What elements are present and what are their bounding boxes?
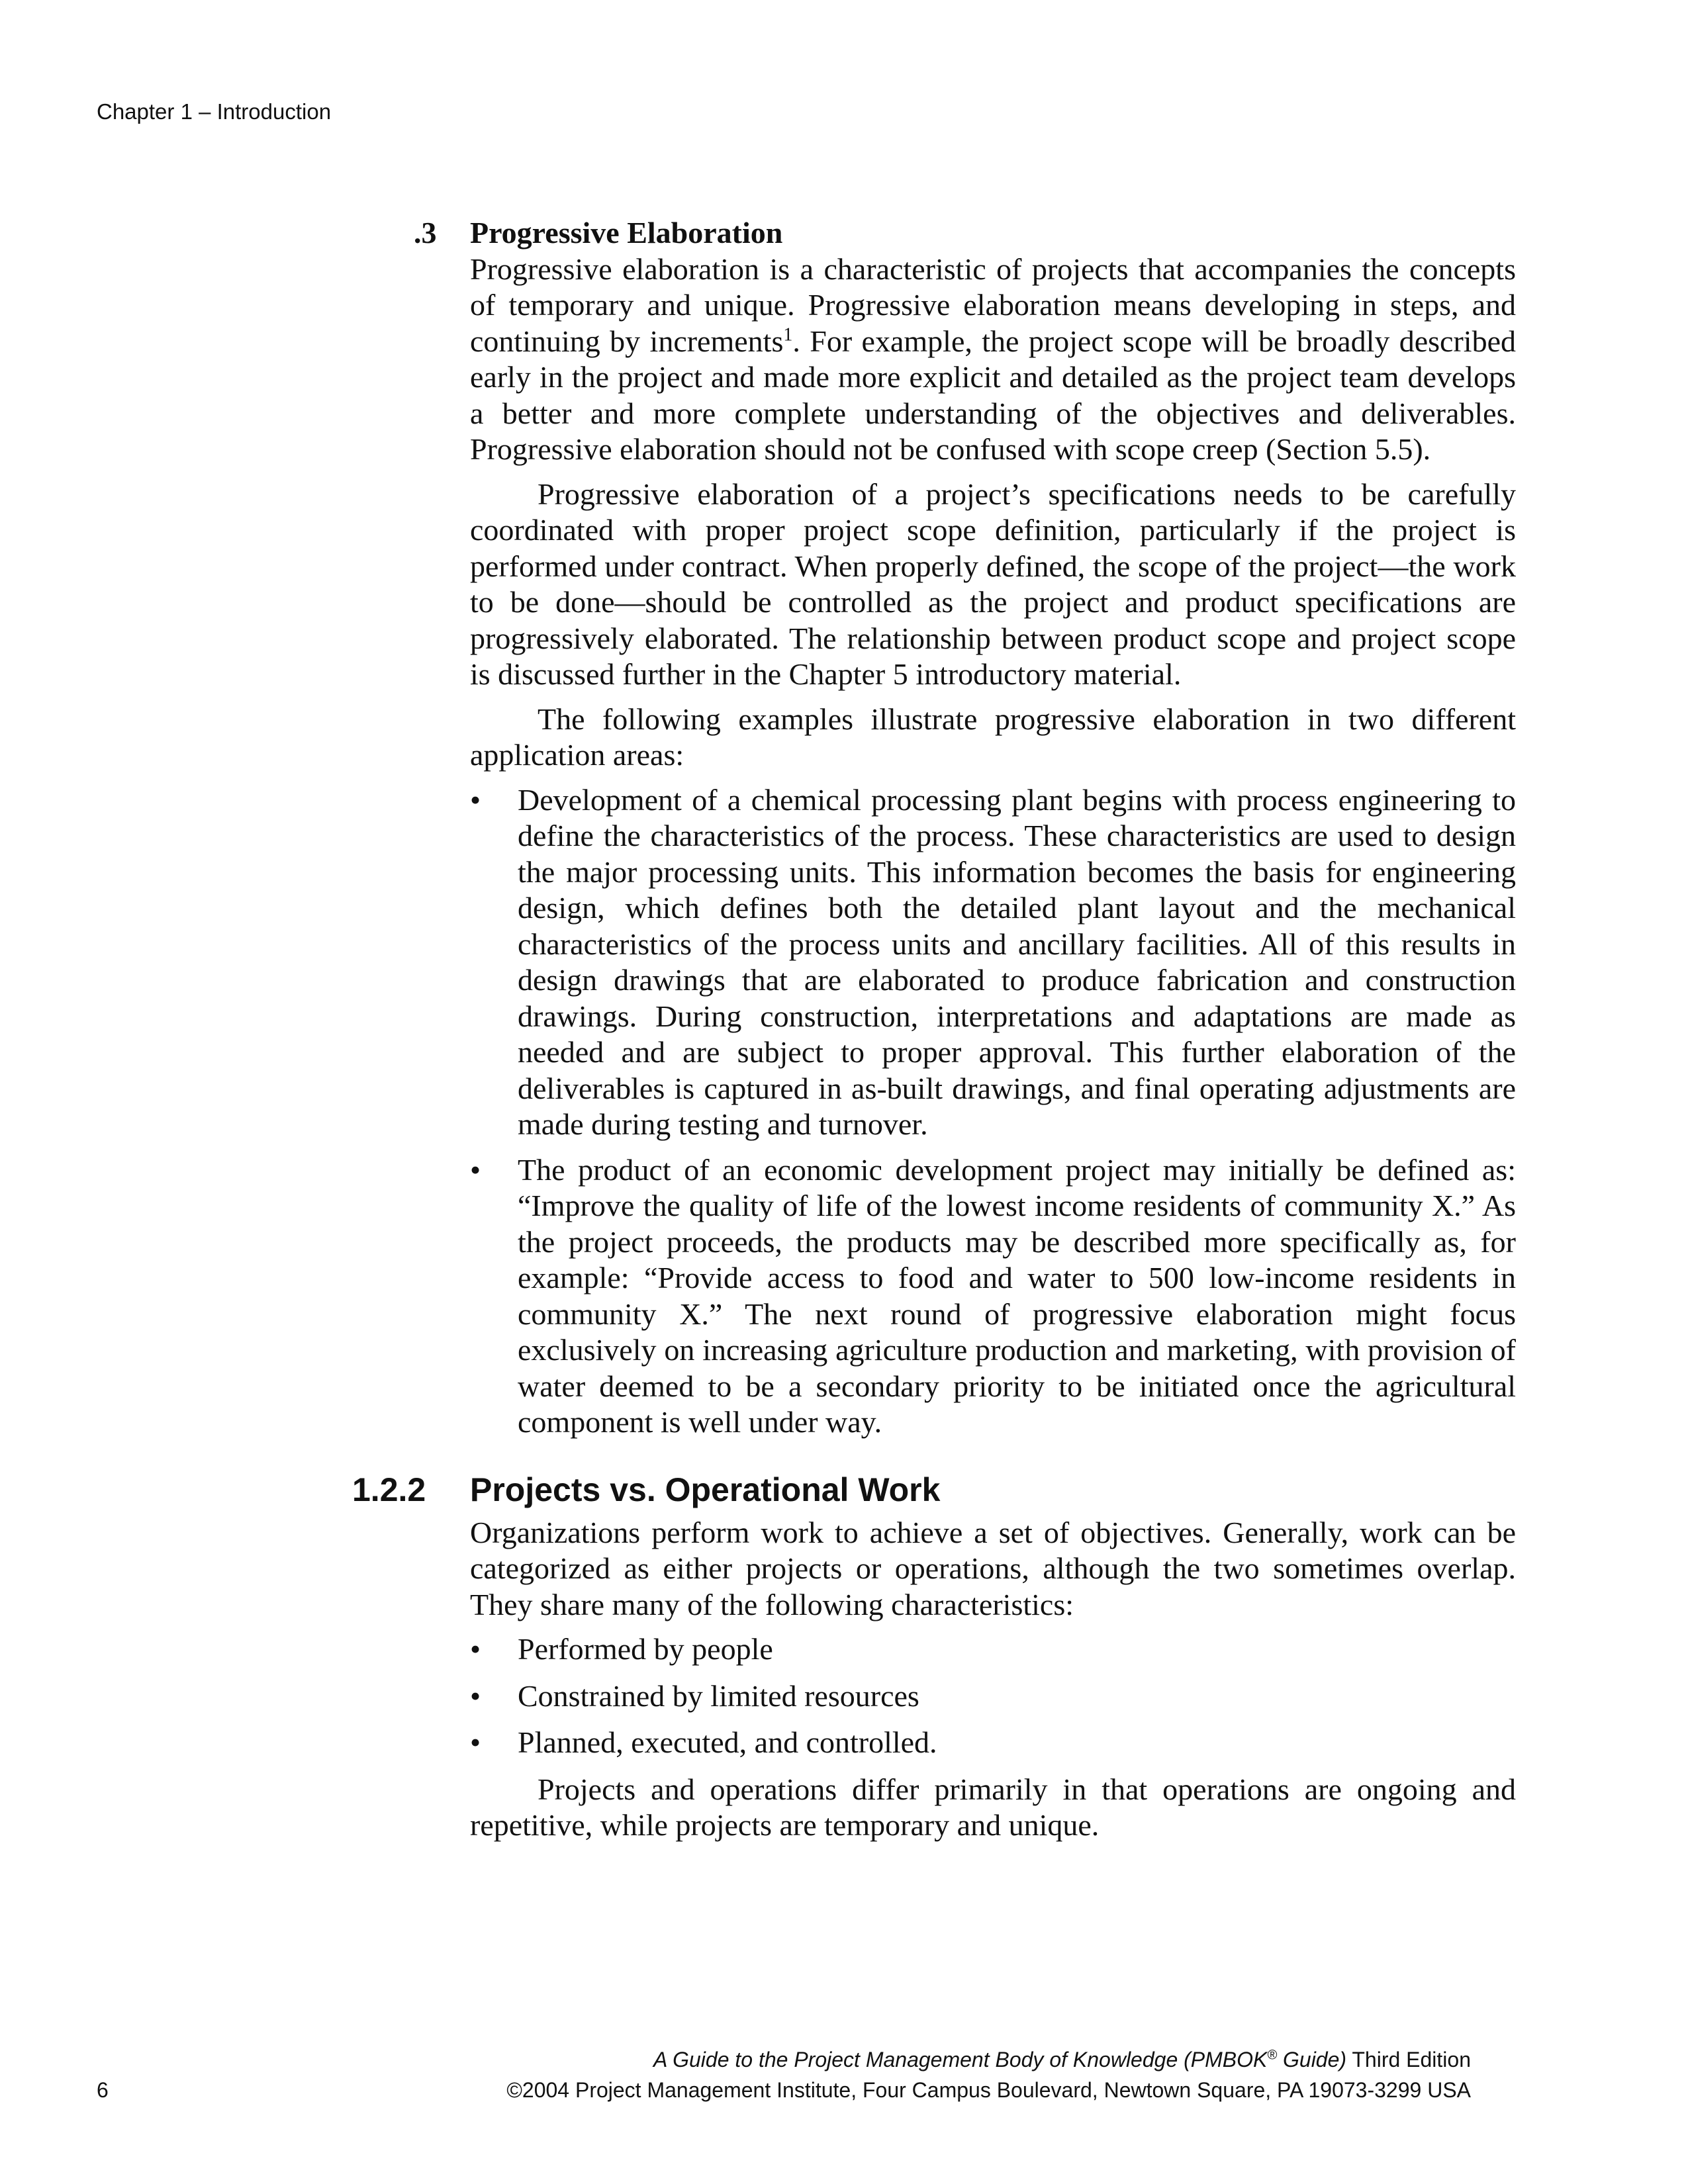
section-title: Projects vs. Operational Work [470,1471,941,1508]
list-item: • Planned, executed, and controlled. [470,1725,1516,1761]
bullet-icon: • [470,782,481,817]
paragraph: Projects and operations differ primarily in that operations are ongoing and repetitive, while projects are temporary and unique. [470,1772,1516,1842]
subsection-title: Progressive Elaboration [470,216,783,250]
section-heading [352,1470,1516,1510]
footnote-marker: 1 [783,324,793,345]
list-item: • Constrained by limited resources [470,1678,1516,1715]
running-head: Chapter 1 – Introduction [97,99,332,124]
paragraph: Organizations perform work to achieve a set of objectives. Generally, work can be categorized as either projects or operations, although the two sometimes overlap. They share many of the following characteristics: [470,1515,1516,1621]
bullet-icon: • [470,1632,481,1666]
subsection-progressive-elaboration [414,215,1516,468]
bullet-icon: • [470,1678,481,1713]
list-item: • Performed by people [470,1631,1516,1668]
section-number: 1.2.2 [352,1471,426,1508]
footer-copyright: ©2004 Project Management Institute, Four Campus Boulevard, Newtown Square, PA 19073-3299 USA [506,2078,1471,2102]
page-number: 6 [97,2078,109,2102]
subsection-number: .3 [414,216,437,250]
list-item: • The product of an economic development project may initially be defined as: “Improve the quality of life of the lowest income residents of community X.” As the project proceeds, the products may be described more specifically as, for example: “Provide access to food and water to 500 low-income residents in community X.” The next round of progressive elaboration might focus exclusively on increasing agriculture production and marketing, with provision of water deemed to be a secondary priority to be initiated once the agricultural component is well under way. [470,1152,1516,1439]
bullet-icon: • [470,1152,481,1187]
paragraph: The following examples illustrate progressive elaboration in two different application areas: [470,702,1516,772]
paragraph: Progressive elaboration is a characteristic of projects that accompanies the concepts of temporary and unique. Progressive elaboration means developing in steps, and continuing by increments$^1$. For example, the project scope will be broadly described early in the project and made more explicit and detailed as the project team develops a better and more complete understanding of the objectives and deliverables. Progressive elaboration should not be confused with scope creep (Section 5.5). [470,251,1516,466]
paragraph: Progressive elaboration of a project’s specifications needs to be carefully coordinated with proper project scope definition, particularly if the project is performed under contract. When properly defined, the scope of the project—the work to be done—should be controlled as the project and product specifications are progressively elaborated. The relationship between product scope and project scope is discussed further in the Chapter 5 introductory material. [470,477,1516,691]
bullet-icon: • [470,1725,481,1759]
example-list [470,782,1516,1441]
page-body [352,215,1516,1852]
characteristics-list [470,1631,1516,1761]
list-item: • Development of a chemical processing plant begins with process engineering to define the characteristics of the process. These characteristics are used to design the major processing units. This information becomes the basis for engineering design, which defines both the detailed plant layout and the mechanical characteristics of the process units and ancillary facilities. All of this results in design drawings that are elaborated to produce fabrication and construction drawings. During construction, interpretations and adaptations are made as needed and are subject to proper approval. This further elaboration of the deliverables is captured in as-built drawings, and final operating adjustments are made during testing and turnover. [470,782,1516,1141]
footer-book-title: A Guide to the Project Management Body of Knowledge (PMBOK® Guide) Third Edition [653,2048,1471,2071]
